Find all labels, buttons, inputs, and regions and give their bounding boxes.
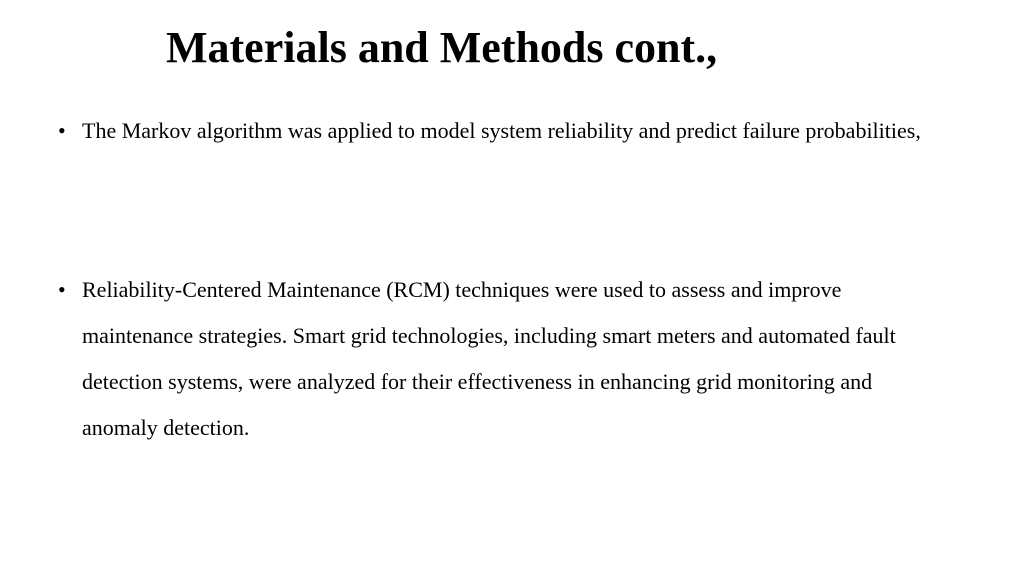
bullet-marker: •	[58, 277, 66, 302]
bullet-item-rcm	[56, 267, 936, 451]
slide-title: Materials and Methods cont.,	[166, 23, 718, 72]
bullet-marker: •	[58, 118, 66, 143]
bullet-text-rcm: Reliability-Centered Maintenance (RCM) techniques were used to assess and improve maintenance strategies. Smart grid technologies, including smart meters and automated fault detection systems, were analyzed for their effectiveness in enhancing grid monitoring and anomaly detection.	[82, 277, 896, 440]
bullet-text-markov: The Markov algorithm was applied to model system reliability and predict failure probabilities,	[82, 118, 921, 143]
bullet-item-markov	[56, 108, 936, 154]
